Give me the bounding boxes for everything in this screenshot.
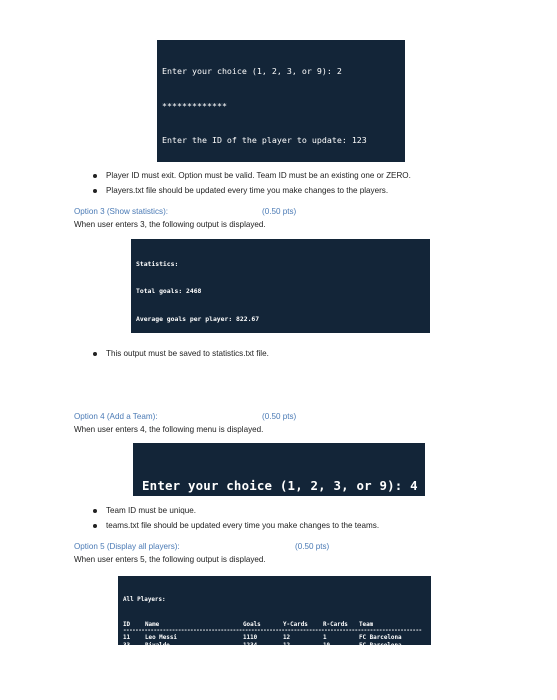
column-header: Name [145, 622, 160, 629]
bullet-item: Player ID must exit. Option must be valid. Team ID must be an existing one or ZERO. [90, 168, 411, 183]
terminal-all-players [118, 576, 431, 645]
terminal-add-team [133, 443, 425, 496]
cell-red-cards [323, 642, 359, 645]
terminal-line: Enter your choice (1, 2, 3, or 9): 2 [162, 66, 342, 76]
option5-points: (0.50 pts) [295, 542, 330, 551]
terminal-line: Total goals: 2468 [136, 287, 202, 296]
cell-yellow-cards [283, 642, 323, 645]
table-header-row [123, 621, 426, 629]
bullet-item: Team ID must be unique. [90, 503, 379, 518]
option4-title: Option 4 (Add a Team): [74, 412, 158, 421]
bullet-item: Players.txt file should be updated every time you make changes to the players. [90, 183, 411, 198]
table-row [123, 634, 426, 642]
terminal-line: Enter the ID of the player to update: 123 [162, 135, 367, 145]
terminal-line: Enter your choice (1, 2, 3, or 9): 4 [142, 478, 418, 494]
cell-red-cards: 1 [323, 635, 327, 642]
players-heading: All Players: [123, 596, 166, 603]
cell-yellow-cards: 12 [283, 635, 291, 642]
bullet-item: This output must be saved to statistics.txt file. [90, 346, 269, 361]
cell-name: Leo Messi [145, 635, 177, 642]
column-header: Y-Cards [283, 622, 308, 629]
terminal-line: Statistics: [136, 260, 179, 269]
separator-line: -------------------------------------------------------------------------------------------------- [123, 629, 422, 635]
terminal-line: ************* [162, 100, 227, 111]
terminal-update-player [157, 40, 405, 162]
option4-description: When user enters 4, the following menu is displayed. [74, 425, 264, 434]
bullet-item: teams.txt file should be updated every time you make changes to the teams. [90, 518, 379, 533]
terminal-statistics [131, 239, 430, 333]
players-table [123, 621, 426, 645]
column-header: R-Cards [323, 622, 348, 629]
option5-description: When user enters 5, the following output is displayed. [74, 555, 266, 564]
cell-id: 11 [123, 635, 131, 642]
cell-name [145, 642, 243, 645]
table-row [123, 642, 426, 645]
bullet-list-team [90, 503, 379, 533]
option3-points: (0.50 pts) [262, 207, 297, 216]
option3-title: Option 3 (Show statistics): [74, 207, 169, 216]
bullet-list-stats [90, 346, 269, 361]
column-header: ID [123, 622, 131, 629]
cell-goals: 1110 [243, 635, 258, 642]
option5-title: Option 5 (Display all players): [74, 542, 180, 551]
cell-team [359, 642, 426, 645]
option3-description: When user enters 3, the following output is displayed. [74, 220, 266, 229]
terminal-line: Average goals per player: 822.67 [136, 314, 260, 323]
cell-team: FC Barcelona [359, 635, 402, 642]
cell-goals [243, 642, 283, 645]
cell-id [123, 642, 145, 645]
bullet-list-update [90, 168, 411, 198]
option4-points: (0.50 pts) [262, 412, 297, 421]
column-header: Goals [243, 622, 261, 629]
column-header: Team [359, 622, 374, 629]
